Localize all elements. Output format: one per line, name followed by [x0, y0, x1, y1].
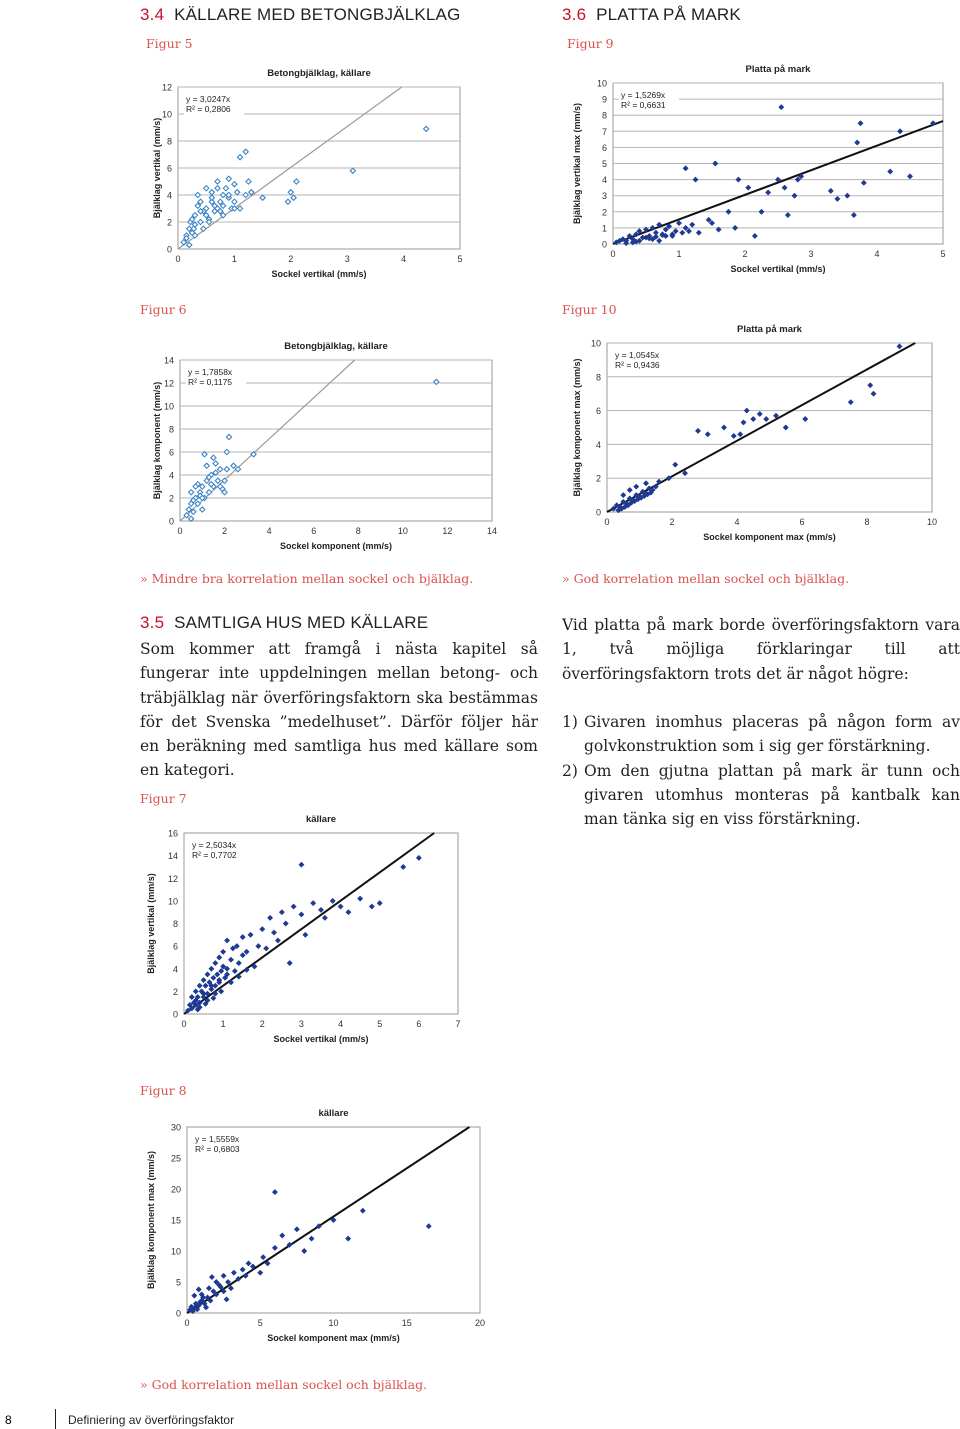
y-tick-label: 2 [166, 217, 172, 228]
x-axis-label: Sockel vertikal (mm/s) [271, 269, 367, 279]
x-tick-label: 8 [864, 517, 870, 527]
x-axis-label: Sockel komponent max (mm/s) [267, 1333, 400, 1343]
y-tick-label: 10 [167, 896, 178, 907]
section-number: 3.6 [562, 5, 587, 24]
chart-title: Betongbjälklag, källare [284, 341, 388, 352]
list-item-text: Om den gjutna plattan på mark är tunn och givaren utomhus monteras på kantbalk kan man tänka sig en viss förstärkning. [584, 761, 960, 829]
trend-equation: y = 1,7858x [188, 367, 233, 377]
y-tick-label: 12 [163, 378, 174, 389]
figure-label-5: Figur 5 [146, 36, 193, 51]
x-tick-label: 12 [442, 526, 453, 536]
trend-equation: y = 3,0247x [186, 94, 231, 104]
list-item-text: Givaren inomhus placeras på någon form av golvkonstruktion som i sig ger förstärkning. [584, 713, 960, 756]
y-axis-label: Bjälklag komponent max (mm/s) [146, 1150, 156, 1290]
figure-label-9: Figur 9 [567, 36, 614, 51]
x-tick-label: 10 [397, 526, 408, 536]
x-tick-label: 0 [184, 1318, 190, 1328]
x-axis-label: Sockel vertikal (mm/s) [273, 1034, 369, 1044]
platta-paragraph: Vid platta på mark borde överföringsfaktorn vara 1, två möjliga förklaringar till att överföringsfaktorn trots det är något högre: [562, 616, 960, 683]
y-tick-label: 10 [596, 78, 607, 89]
y-tick-label: 0 [168, 516, 174, 527]
chart-title: källare [305, 814, 337, 825]
y-tick-label: 8 [172, 919, 178, 929]
chart-title: Platta på mark [745, 64, 811, 75]
chart-figure-5 [140, 50, 515, 285]
y-axis-label: Bjälklag komponent (mm/s) [152, 381, 162, 500]
x-tick-label: 5 [940, 249, 946, 259]
y-tick-label: 14 [167, 851, 178, 862]
chart-figure-10 [562, 318, 960, 550]
y-tick-label: 12 [161, 82, 172, 93]
section-title: PLATTA PÅ MARK [596, 5, 741, 24]
y-tick-label: 8 [595, 372, 601, 383]
x-tick-label: 5 [457, 254, 463, 264]
x-tick-label: 7 [455, 1019, 461, 1029]
x-tick-label: 3 [298, 1019, 304, 1029]
x-tick-label: 6 [799, 517, 805, 527]
section-title: SAMTLIGA HUS MED KÄLLARE [174, 613, 429, 632]
x-axis-label: Sockel komponent (mm/s) [279, 541, 393, 551]
y-tick-label: 20 [170, 1184, 181, 1195]
x-tick-label: 2 [742, 249, 748, 259]
x-tick-label: 1 [676, 249, 682, 259]
x-tick-label: 0 [177, 526, 183, 536]
x-tick-label: 4 [338, 1019, 344, 1029]
r-squared: R² = 0,6631 [621, 100, 666, 110]
y-tick-label: 2 [172, 986, 178, 997]
footer-title: Definiering av överföringsfaktor [68, 1413, 235, 1427]
y-tick-label: 4 [166, 190, 172, 201]
chart-title: Betongbjälklag, källare [267, 68, 371, 79]
y-tick-label: 2 [595, 473, 601, 484]
x-tick-label: 3 [344, 254, 350, 264]
x-tick-label: 1 [220, 1019, 226, 1029]
explanation-list [562, 710, 960, 831]
y-axis-label: Bjälklag vertikal (mm/s) [152, 117, 162, 219]
y-tick-label: 5 [175, 1277, 181, 1288]
x-tick-label: 3 [808, 249, 814, 259]
chart-title: källare [318, 1108, 349, 1119]
y-axis-label: Bjälklag vertikal max (mm/s) [572, 102, 582, 225]
figure-label-10: Figur 10 [562, 302, 617, 317]
y-tick-label: 2 [168, 493, 174, 504]
y-tick-label: 0 [172, 1009, 178, 1020]
chart-title: Platta på mark [737, 324, 802, 335]
list-marker: 2) [562, 761, 578, 780]
r-squared: R² = 0,7702 [192, 850, 237, 860]
x-axis-label: Sockel vertikal (mm/s) [730, 264, 826, 274]
x-tick-label: 6 [416, 1019, 422, 1029]
y-tick-label: 30 [170, 1122, 181, 1133]
x-tick-label: 4 [874, 249, 880, 259]
y-tick-label: 6 [166, 163, 172, 174]
y-tick-label: 10 [170, 1246, 181, 1257]
x-tick-label: 2 [259, 1019, 265, 1029]
caption-right: » God korrelation mellan sockel och bjälklag. [562, 571, 850, 586]
y-tick-label: 12 [167, 873, 178, 884]
section-heading-3-4 [140, 5, 461, 25]
y-tick-label: 0 [166, 244, 172, 255]
y-tick-label: 4 [168, 470, 174, 481]
y-tick-label: 14 [163, 355, 174, 366]
y-tick-label: 8 [166, 136, 172, 147]
r-squared: R² = 0,9436 [615, 360, 660, 370]
y-tick-label: 5 [601, 159, 607, 169]
y-tick-label: 1 [601, 223, 607, 234]
figure-label-6: Figur 6 [140, 302, 187, 317]
y-tick-label: 10 [590, 338, 601, 349]
section-number: 3.5 [140, 613, 165, 632]
y-tick-label: 2 [601, 207, 607, 218]
chart-figure-7 [140, 805, 470, 1050]
y-axis-label: Bjälklag komponent max (mm/s) [572, 358, 582, 497]
y-tick-label: 15 [170, 1215, 181, 1226]
y-tick-label: 4 [601, 175, 607, 186]
x-tick-label: 10 [328, 1318, 339, 1328]
list-item [562, 759, 960, 832]
caption-bottom: » God korrelation mellan sockel och bjälklag. [140, 1377, 428, 1392]
section-number: 3.4 [140, 5, 165, 24]
trend-equation: y = 2,5034x [192, 840, 237, 850]
y-tick-label: 4 [595, 439, 601, 450]
x-tick-label: 2 [669, 517, 675, 527]
x-tick-label: 0 [175, 254, 181, 264]
figure-label-8: Figur 8 [140, 1083, 187, 1098]
section-3-5-paragraph: Som kommer att framgå i nästa kapitel så fungerar inte uppdelningen mellan betong- och träbjälklag när överföringsfaktorn ska bestämmas för det Svenska ”medelhuset”. Därför följer här en beräkning med samtliga hus med källare som en kategori. [140, 640, 538, 780]
list-item [562, 710, 960, 759]
x-tick-label: 4 [266, 526, 272, 536]
x-tick-label: 2 [288, 254, 294, 264]
x-tick-label: 4 [734, 517, 740, 527]
y-tick-label: 6 [601, 142, 607, 153]
section-heading-3-5 [140, 613, 428, 633]
trend-equation: y = 1,5559x [195, 1134, 240, 1144]
x-tick-label: 20 [474, 1318, 486, 1328]
y-axis-label: Bjälklag vertikal (mm/s) [146, 873, 156, 974]
y-tick-label: 7 [601, 126, 607, 137]
y-tick-label: 6 [172, 941, 178, 952]
y-tick-label: 6 [168, 447, 174, 458]
x-tick-label: 5 [257, 1318, 263, 1328]
y-tick-label: 4 [172, 964, 178, 975]
y-tick-label: 3 [601, 191, 607, 202]
x-tick-label: 0 [610, 249, 616, 259]
y-tick-label: 10 [161, 109, 172, 120]
r-squared: R² = 0,6803 [195, 1144, 240, 1154]
x-tick-label: 0 [604, 517, 610, 527]
y-tick-label: 8 [601, 110, 607, 121]
y-tick-label: 0 [601, 239, 607, 250]
x-tick-label: 14 [486, 526, 498, 536]
x-tick-label: 8 [355, 526, 361, 536]
y-tick-label: 6 [595, 406, 601, 417]
trend-equation: y = 1,0545x [615, 350, 660, 360]
y-tick-label: 16 [167, 828, 178, 839]
x-tick-label: 0 [181, 1019, 187, 1029]
x-tick-label: 10 [926, 517, 938, 527]
x-tick-label: 2 [222, 526, 228, 536]
list-marker: 1) [562, 713, 578, 731]
x-axis-label: Sockel komponent max (mm/s) [703, 532, 836, 542]
figure-label-7: Figur 7 [140, 791, 187, 806]
chart-figure-9 [562, 50, 960, 292]
trend-equation: y = 1,5269x [621, 90, 666, 100]
y-tick-label: 8 [168, 424, 174, 435]
y-tick-label: 0 [175, 1308, 181, 1319]
x-tick-label: 6 [311, 526, 317, 536]
y-tick-label: 9 [601, 94, 607, 105]
page-number-box [0, 1409, 56, 1429]
page-number: 8 [5, 1413, 12, 1427]
y-tick-label: 0 [595, 507, 601, 518]
section-title: KÄLLARE MED BETONGBJÄLKLAG [174, 5, 461, 24]
x-tick-label: 15 [401, 1318, 412, 1328]
r-squared: R² = 0,2806 [186, 104, 231, 114]
chart-figure-6 [140, 318, 515, 558]
caption-left: » Mindre bra korrelation mellan sockel och bjälklag. [140, 571, 474, 586]
chart-figure-8 [140, 1100, 492, 1350]
r-squared: R² = 0,1175 [188, 377, 233, 387]
section-heading-3-6 [562, 5, 741, 25]
y-tick-label: 10 [163, 401, 174, 412]
y-tick-label: 25 [170, 1153, 181, 1164]
x-tick-label: 1 [231, 254, 237, 264]
x-tick-label: 5 [377, 1019, 383, 1029]
x-tick-label: 4 [401, 254, 407, 264]
